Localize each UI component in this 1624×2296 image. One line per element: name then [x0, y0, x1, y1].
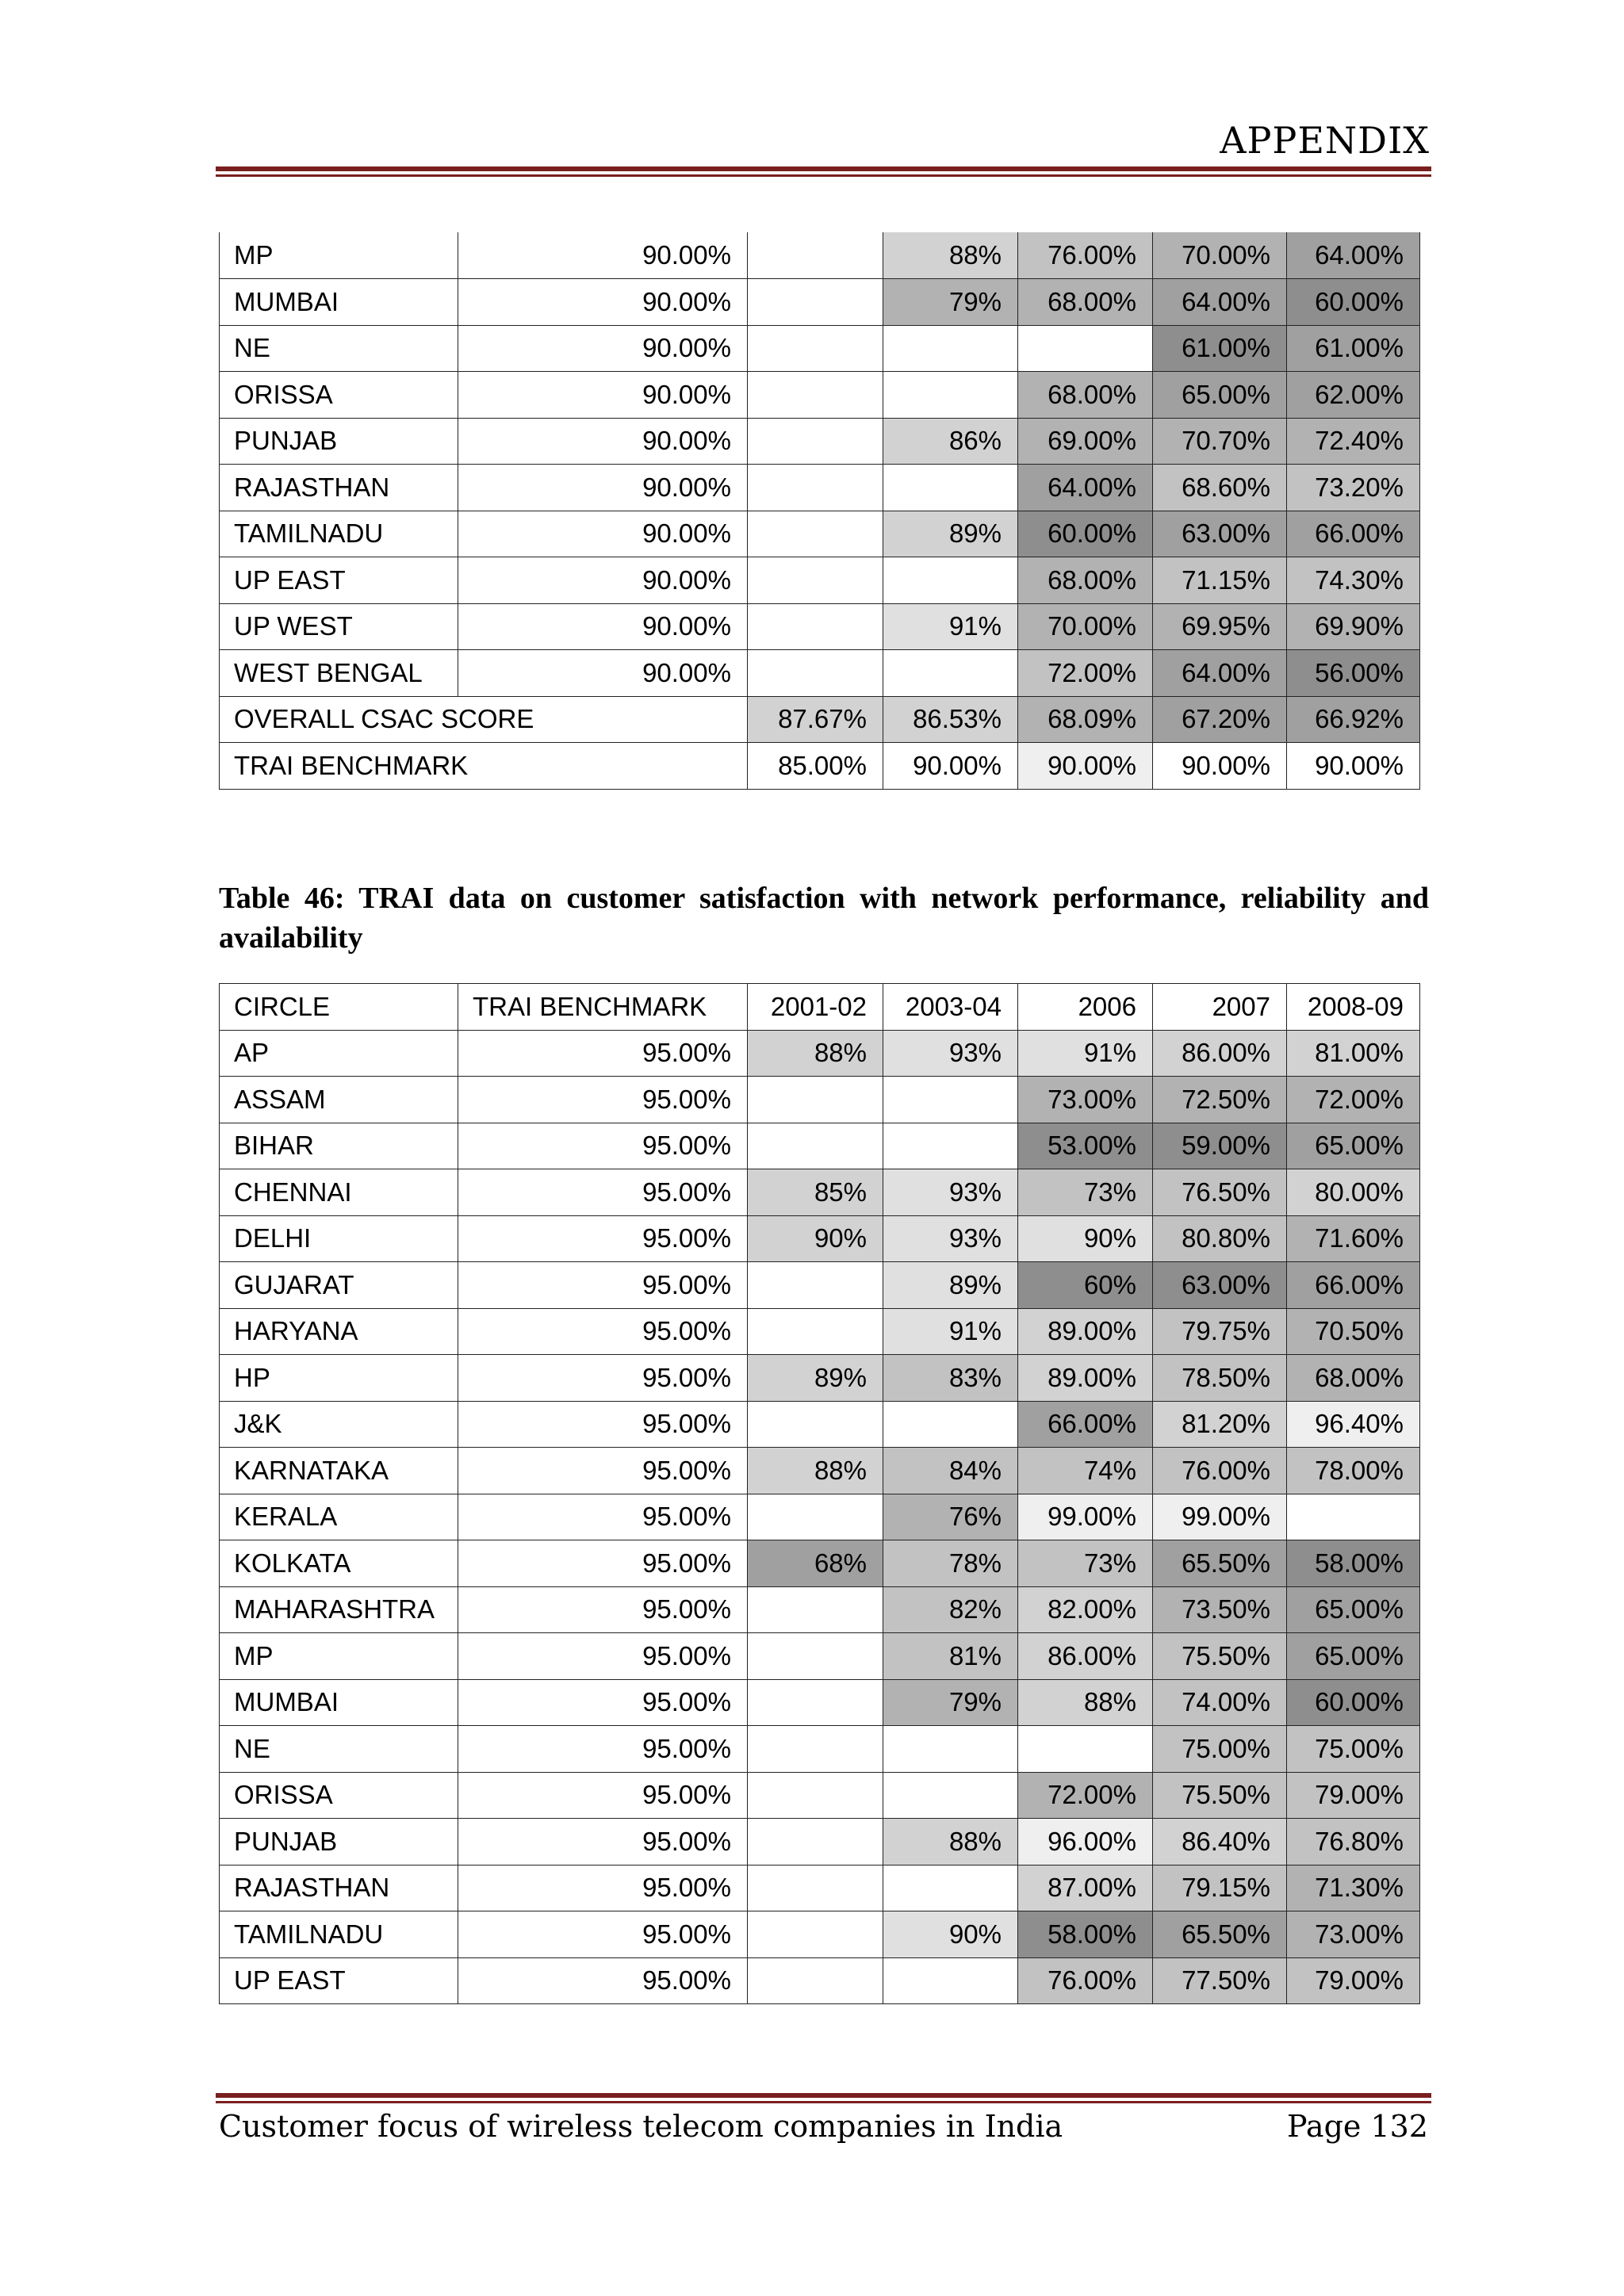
circle-cell: KARNATAKA [220, 1448, 458, 1494]
value-cell: 87.67% [748, 696, 883, 743]
value-cell: 66.00% [1287, 511, 1420, 557]
value-cell [883, 1401, 1018, 1448]
value-cell: 70.00% [1153, 232, 1287, 279]
table-row [220, 1308, 1420, 1355]
value-cell: 72.50% [1153, 1077, 1287, 1123]
value-cell: 68.00% [1018, 557, 1153, 604]
circle-cell: ASSAM [220, 1077, 458, 1123]
value-cell: 95.00% [458, 1679, 748, 1726]
value-cell [748, 1401, 883, 1448]
value-cell: 90.00% [458, 325, 748, 372]
value-cell: 73.20% [1287, 465, 1420, 511]
value-cell: 90.00% [458, 650, 748, 697]
value-cell: 76.50% [1153, 1169, 1287, 1216]
value-cell: 71.60% [1287, 1215, 1420, 1262]
value-cell: 79.00% [1287, 1957, 1420, 2004]
table-row [220, 1401, 1420, 1448]
value-cell: 68.00% [1287, 1355, 1420, 1402]
value-cell: 95.00% [458, 1215, 748, 1262]
value-cell [748, 650, 883, 697]
table-row [220, 511, 1420, 557]
circle-cell: WEST BENGAL [220, 650, 458, 697]
row-label-cell: TRAI BENCHMARK [220, 743, 748, 790]
value-cell: 90% [1018, 1215, 1153, 1262]
value-cell [748, 372, 883, 419]
value-cell [748, 418, 883, 465]
value-cell [748, 557, 883, 604]
value-cell: 65.50% [1153, 1540, 1287, 1587]
column-header: 2007 [1153, 984, 1287, 1031]
table-row [220, 1448, 1420, 1494]
table-row [220, 650, 1420, 697]
value-cell: 95.00% [458, 1586, 748, 1633]
value-cell: 64.00% [1287, 232, 1420, 279]
circle-cell: MUMBAI [220, 1679, 458, 1726]
value-cell: 90.00% [458, 279, 748, 326]
footer-rule-thick [216, 2093, 1431, 2098]
value-cell [883, 1957, 1018, 2004]
value-cell [883, 1123, 1018, 1169]
value-cell: 88% [883, 232, 1018, 279]
value-cell: 95.00% [458, 1772, 748, 1819]
value-cell: 68.09% [1018, 696, 1153, 743]
table-caption: Table 46: TRAI data on customer satisfaction with network performance, reliability and availability [219, 882, 1429, 955]
value-cell: 60.00% [1287, 1679, 1420, 1726]
circle-cell: NE [220, 1726, 458, 1773]
table-row [220, 1633, 1420, 1680]
value-cell: 75.50% [1153, 1633, 1287, 1680]
value-cell: 80.80% [1153, 1215, 1287, 1262]
table-row [220, 1030, 1420, 1077]
value-cell: 70.00% [1018, 603, 1153, 650]
value-cell: 95.00% [458, 1355, 748, 1402]
value-cell: 61.00% [1153, 325, 1287, 372]
value-cell: 99.00% [1153, 1494, 1287, 1540]
value-cell [748, 1679, 883, 1726]
table-row [220, 1865, 1420, 1911]
value-cell [883, 1865, 1018, 1911]
circle-cell: AP [220, 1030, 458, 1077]
value-cell: 68.60% [1153, 465, 1287, 511]
value-cell [748, 279, 883, 326]
value-cell: 91% [883, 1308, 1018, 1355]
footer-title: Customer focus of wireless telecom companies in India [219, 2109, 1063, 2144]
value-cell: 69.90% [1287, 603, 1420, 650]
circle-cell: ORISSA [220, 372, 458, 419]
value-cell [1018, 325, 1153, 372]
value-cell: 95.00% [458, 1633, 748, 1680]
value-cell: 72.00% [1287, 1077, 1420, 1123]
value-cell: 58.00% [1018, 1911, 1153, 1958]
value-cell: 95.00% [458, 1957, 748, 2004]
circle-cell: MP [220, 1633, 458, 1680]
value-cell: 89% [883, 511, 1018, 557]
value-cell: 90.00% [1018, 743, 1153, 790]
value-cell [748, 1308, 883, 1355]
value-cell: 95.00% [458, 1540, 748, 1587]
table-row [220, 418, 1420, 465]
value-cell: 59.00% [1153, 1123, 1287, 1169]
value-cell: 84% [883, 1448, 1018, 1494]
value-cell: 73.00% [1018, 1077, 1153, 1123]
value-cell: 93% [883, 1030, 1018, 1077]
column-header: 2003-04 [883, 984, 1018, 1031]
value-cell: 75.50% [1153, 1772, 1287, 1819]
table-row [220, 1169, 1420, 1216]
value-cell: 91% [883, 603, 1018, 650]
value-cell: 71.30% [1287, 1865, 1420, 1911]
value-cell: 90.00% [458, 418, 748, 465]
table-row [220, 1586, 1420, 1633]
value-cell: 74% [1018, 1448, 1153, 1494]
value-cell: 65.00% [1153, 372, 1287, 419]
value-cell: 90.00% [458, 232, 748, 279]
circle-cell: KOLKATA [220, 1540, 458, 1587]
benchmark-row [220, 743, 1420, 790]
table-row [220, 557, 1420, 604]
value-cell: 90.00% [883, 743, 1018, 790]
circle-cell: MUMBAI [220, 279, 458, 326]
value-cell: 75.00% [1153, 1726, 1287, 1773]
circle-cell: DELHI [220, 1215, 458, 1262]
value-cell: 64.00% [1153, 279, 1287, 326]
circle-cell: TAMILNADU [220, 511, 458, 557]
column-header: 2006 [1018, 984, 1153, 1031]
value-cell: 83% [883, 1355, 1018, 1402]
value-cell: 72.00% [1018, 1772, 1153, 1819]
value-cell: 95.00% [458, 1494, 748, 1540]
value-cell: 95.00% [458, 1262, 748, 1309]
value-cell: 79% [883, 1679, 1018, 1726]
value-cell [883, 465, 1018, 511]
circle-cell: MAHARASHTRA [220, 1586, 458, 1633]
value-cell: 79.75% [1153, 1308, 1287, 1355]
value-cell: 63.00% [1153, 1262, 1287, 1309]
circle-cell: GUJARAT [220, 1262, 458, 1309]
value-cell: 65.00% [1287, 1123, 1420, 1169]
value-cell: 99.00% [1018, 1494, 1153, 1540]
value-cell: 93% [883, 1215, 1018, 1262]
value-cell: 85% [748, 1169, 883, 1216]
circle-cell: HP [220, 1355, 458, 1402]
circle-cell: UP WEST [220, 603, 458, 650]
table-row [220, 1540, 1420, 1587]
circle-cell: PUNJAB [220, 1819, 458, 1866]
value-cell: 78% [883, 1540, 1018, 1587]
value-cell [748, 1077, 883, 1123]
table-row [220, 1355, 1420, 1402]
value-cell: 78.50% [1153, 1355, 1287, 1402]
value-cell: 72.40% [1287, 418, 1420, 465]
value-cell [748, 465, 883, 511]
table-row [220, 1819, 1420, 1866]
value-cell [1018, 1726, 1153, 1773]
value-cell: 80.00% [1287, 1169, 1420, 1216]
value-cell: 79.15% [1153, 1865, 1287, 1911]
value-cell: 90.00% [1287, 743, 1420, 790]
value-cell: 64.00% [1018, 465, 1153, 511]
circle-cell: CHENNAI [220, 1169, 458, 1216]
table-row [220, 279, 1420, 326]
value-cell: 86% [883, 418, 1018, 465]
value-cell [883, 650, 1018, 697]
value-cell [883, 372, 1018, 419]
value-cell: 71.15% [1153, 557, 1287, 604]
circle-cell: NE [220, 325, 458, 372]
circle-cell: BIHAR [220, 1123, 458, 1169]
value-cell [748, 325, 883, 372]
circle-cell: UP EAST [220, 1957, 458, 2004]
value-cell: 62.00% [1287, 372, 1420, 419]
value-cell [748, 1494, 883, 1540]
value-cell: 70.50% [1287, 1308, 1420, 1355]
value-cell: 60.00% [1287, 279, 1420, 326]
value-cell [748, 1911, 883, 1958]
table-row [220, 1772, 1420, 1819]
value-cell: 73% [1018, 1169, 1153, 1216]
value-cell: 68.00% [1018, 372, 1153, 419]
value-cell: 75.00% [1287, 1726, 1420, 1773]
value-cell: 65.50% [1153, 1911, 1287, 1958]
value-cell [748, 1586, 883, 1633]
value-cell: 90.00% [458, 372, 748, 419]
circle-cell: RAJASTHAN [220, 465, 458, 511]
value-cell: 86.40% [1153, 1819, 1287, 1866]
value-cell: 90% [883, 1911, 1018, 1958]
value-cell: 89% [883, 1262, 1018, 1309]
table-row [220, 1957, 1420, 2004]
table-row [220, 1262, 1420, 1309]
circle-cell: J&K [220, 1401, 458, 1448]
value-cell: 86.00% [1153, 1030, 1287, 1077]
circle-cell: UP EAST [220, 557, 458, 604]
value-cell: 89.00% [1018, 1355, 1153, 1402]
circle-cell: TAMILNADU [220, 1911, 458, 1958]
value-cell: 82% [883, 1586, 1018, 1633]
value-cell: 76% [883, 1494, 1018, 1540]
value-cell: 79.00% [1287, 1772, 1420, 1819]
value-cell: 63.00% [1153, 511, 1287, 557]
value-cell: 95.00% [458, 1448, 748, 1494]
table-row [220, 232, 1420, 279]
value-cell: 95.00% [458, 1911, 748, 1958]
value-cell: 96.40% [1287, 1401, 1420, 1448]
table-row [220, 1494, 1420, 1540]
column-header: CIRCLE [220, 984, 458, 1031]
table-continued [219, 232, 1420, 790]
value-cell [1287, 1494, 1420, 1540]
column-header: TRAI BENCHMARK [458, 984, 748, 1031]
overall-score-row [220, 696, 1420, 743]
value-cell: 90.00% [458, 511, 748, 557]
value-cell: 82.00% [1018, 1586, 1153, 1633]
value-cell: 64.00% [1153, 650, 1287, 697]
table-header-row [220, 984, 1420, 1031]
value-cell: 73.00% [1287, 1911, 1420, 1958]
value-cell [748, 511, 883, 557]
value-cell [748, 603, 883, 650]
value-cell: 69.95% [1153, 603, 1287, 650]
value-cell: 70.70% [1153, 418, 1287, 465]
value-cell: 95.00% [458, 1401, 748, 1448]
value-cell: 53.00% [1018, 1123, 1153, 1169]
circle-cell: PUNJAB [220, 418, 458, 465]
value-cell: 74.00% [1153, 1679, 1287, 1726]
value-cell: 77.50% [1153, 1957, 1287, 2004]
value-cell [748, 232, 883, 279]
value-cell: 88% [748, 1030, 883, 1077]
value-cell: 95.00% [458, 1077, 748, 1123]
value-cell: 76.80% [1287, 1819, 1420, 1866]
value-cell: 90.00% [458, 557, 748, 604]
circle-cell: KERALA [220, 1494, 458, 1540]
value-cell: 96.00% [1018, 1819, 1153, 1866]
value-cell [883, 325, 1018, 372]
value-cell: 73% [1018, 1540, 1153, 1587]
value-cell: 68.00% [1018, 279, 1153, 326]
table-row [220, 1215, 1420, 1262]
value-cell [883, 557, 1018, 604]
value-cell: 89.00% [1018, 1308, 1153, 1355]
value-cell: 76.00% [1153, 1448, 1287, 1494]
value-cell: 90.00% [458, 465, 748, 511]
value-cell: 66.00% [1287, 1262, 1420, 1309]
value-cell [748, 1772, 883, 1819]
value-cell: 65.00% [1287, 1633, 1420, 1680]
value-cell: 74.30% [1287, 557, 1420, 604]
value-cell [883, 1726, 1018, 1773]
value-cell: 95.00% [458, 1819, 748, 1866]
column-header: 2008-09 [1287, 984, 1420, 1031]
value-cell: 67.20% [1153, 696, 1287, 743]
value-cell: 95.00% [458, 1726, 748, 1773]
header-rule-thick [216, 166, 1431, 171]
value-cell [748, 1262, 883, 1309]
value-cell: 85.00% [748, 743, 883, 790]
network-performance-table [219, 983, 1420, 2004]
table-row [220, 465, 1420, 511]
value-cell [748, 1633, 883, 1680]
value-cell: 88% [748, 1448, 883, 1494]
table-row [220, 1726, 1420, 1773]
header-rule-thin [216, 174, 1431, 177]
value-cell [748, 1819, 883, 1866]
value-cell [748, 1123, 883, 1169]
value-cell: 90% [748, 1215, 883, 1262]
value-cell: 93% [883, 1169, 1018, 1216]
value-cell: 86.00% [1018, 1633, 1153, 1680]
value-cell: 95.00% [458, 1123, 748, 1169]
value-cell [883, 1077, 1018, 1123]
row-label-cell: OVERALL CSAC SCORE [220, 696, 748, 743]
value-cell: 72.00% [1018, 650, 1153, 697]
table-row [220, 1911, 1420, 1958]
value-cell: 56.00% [1287, 650, 1420, 697]
value-cell: 95.00% [458, 1865, 748, 1911]
value-cell: 91% [1018, 1030, 1153, 1077]
value-cell: 61.00% [1287, 325, 1420, 372]
value-cell: 60.00% [1018, 511, 1153, 557]
value-cell: 81.20% [1153, 1401, 1287, 1448]
table-row [220, 1123, 1420, 1169]
value-cell: 66.00% [1018, 1401, 1153, 1448]
column-header: 2001-02 [748, 984, 883, 1031]
table-row [220, 1679, 1420, 1726]
value-cell: 90.00% [1153, 743, 1287, 790]
value-cell: 60% [1018, 1262, 1153, 1309]
circle-cell: HARYANA [220, 1308, 458, 1355]
value-cell: 68% [748, 1540, 883, 1587]
table-row [220, 372, 1420, 419]
value-cell: 87.00% [1018, 1865, 1153, 1911]
value-cell: 73.50% [1153, 1586, 1287, 1633]
table-row [220, 1077, 1420, 1123]
value-cell: 78.00% [1287, 1448, 1420, 1494]
page-number: Page 132 [1287, 2109, 1428, 2144]
table-row [220, 325, 1420, 372]
value-cell: 65.00% [1287, 1586, 1420, 1633]
value-cell: 95.00% [458, 1308, 748, 1355]
value-cell: 95.00% [458, 1169, 748, 1216]
value-cell: 95.00% [458, 1030, 748, 1077]
page-header-title: APPENDIX [1220, 119, 1430, 162]
value-cell [883, 1772, 1018, 1819]
value-cell [748, 1957, 883, 2004]
value-cell: 88% [883, 1819, 1018, 1866]
value-cell [748, 1726, 883, 1773]
circle-cell: MP [220, 232, 458, 279]
value-cell: 88% [1018, 1679, 1153, 1726]
value-cell: 76.00% [1018, 232, 1153, 279]
value-cell: 79% [883, 279, 1018, 326]
footer-rule-thin [216, 2101, 1431, 2103]
value-cell: 90.00% [458, 603, 748, 650]
circle-cell: RAJASTHAN [220, 1865, 458, 1911]
value-cell: 81.00% [1287, 1030, 1420, 1077]
value-cell: 69.00% [1018, 418, 1153, 465]
value-cell [748, 1865, 883, 1911]
value-cell: 76.00% [1018, 1957, 1153, 2004]
value-cell: 58.00% [1287, 1540, 1420, 1587]
value-cell: 66.92% [1287, 696, 1420, 743]
table-row [220, 603, 1420, 650]
value-cell: 86.53% [883, 696, 1018, 743]
circle-cell: ORISSA [220, 1772, 458, 1819]
value-cell: 89% [748, 1355, 883, 1402]
value-cell: 81% [883, 1633, 1018, 1680]
